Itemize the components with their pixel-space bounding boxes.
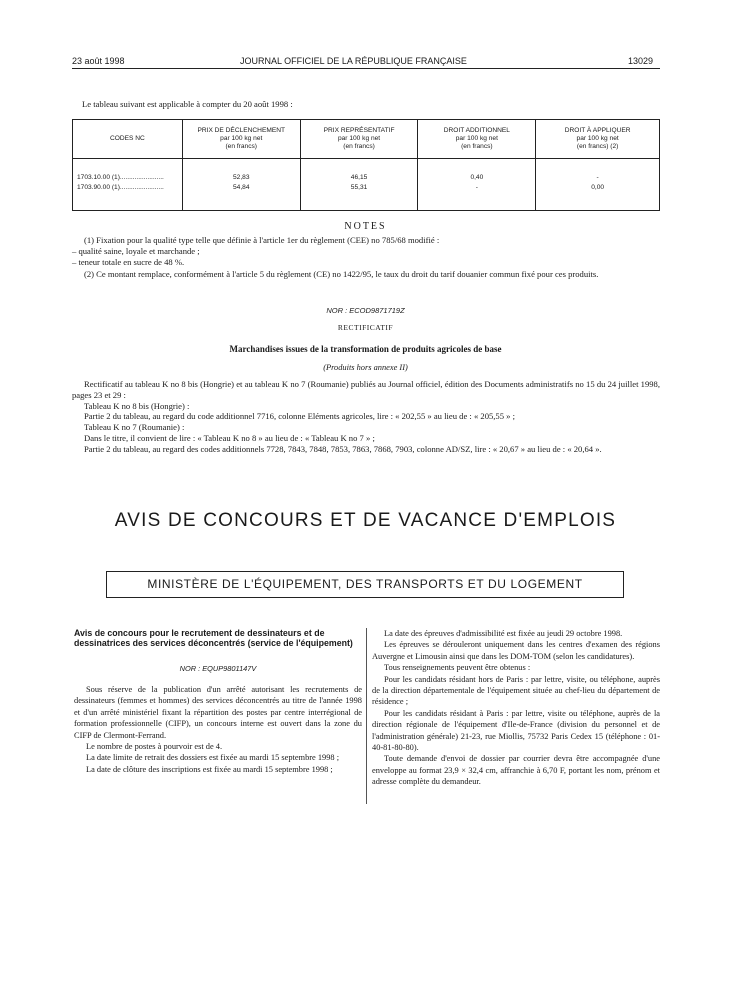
article-paragraph: La date des épreuves d'admissibilité est fixée au jeudi 29 octobre 1998. [384, 629, 623, 638]
col-header-codes: CODES NC [73, 120, 183, 159]
table-cell-value: 46,15 [350, 174, 368, 181]
article-nor: NOR : EQUP9801147V [179, 664, 257, 673]
ministry-box [106, 571, 624, 598]
table-cell-code: 1703.90.00 (1)........................ [77, 184, 164, 191]
note-line: (2) Ce montant remplace, conformément à l'article 5 du règlement (CE) no 1422/95, le taux du droit du tarif douanier commun fixé pour ces produits. [84, 268, 599, 279]
rectificatif-title: Marchandises issues de la transformation de produits agricoles de base [229, 344, 502, 354]
article-paragraph: La date de clôture des inscriptions est fixée au mardi 15 septembre 1998 ; [86, 764, 333, 774]
note-line: (1) Fixation pour la qualité type telle que définie à l'article 1er du règlement (CEE) no 785/68 modifié : [84, 235, 440, 245]
article-paragraph: La date limite de retrait des dossiers est fixée au mardi 15 septembre 1998 ; [86, 753, 340, 763]
article-paragraph: Les épreuves se dérouleront uniquement dans les centres d'examen des régions Auvergne et Limousin ainsi que dans les DOM-TOM (selon les candidatures). [372, 640, 660, 661]
rectificatif-label: RECTIFICATIF [337, 323, 394, 332]
rectificatif-body [72, 379, 660, 455]
header-title: JOURNAL OFFICIEL DE LA RÉPUBLIQUE FRANÇAISE [240, 56, 467, 66]
notes-body [72, 235, 660, 280]
table-row [73, 159, 660, 211]
rectificatif-line: Tableau K no 7 (Roumanie) : [84, 422, 185, 433]
article-paragraph: Le nombre de postes à pourvoir est de 4. [86, 742, 223, 752]
article-paragraph: Tous renseignements peuvent être obtenus : [384, 663, 531, 673]
table-cell-value: 55,31 [350, 184, 368, 191]
rectificatif-nor: NOR : ECOD9871719Z [326, 306, 405, 315]
article-right-column [372, 628, 660, 788]
table-header-row [73, 120, 660, 159]
col-header-additional-duty: DROIT ADDITIONNEL par 100 kg net (en francs) [418, 120, 536, 159]
rectificatif-line: Partie 2 du tableau, au regard du code additionnel 7716, colonne Eléments agricoles, lire : « 202,55 » au lieu de : « 205,55 » ; [84, 411, 516, 422]
article-paragraph: Sous réserve de la publication d'un arrêté autorisant les recrutements de dessinateurs (femmes et hommes) des services déconcentrés au titre de l'année 1998 et d'un arrêté ministériel fixant la répartition des postes par centre interrégional de formation professionnelle (CIFP), un concours interne est ouvert dans la zone du CIFP de Clermont-Ferrand. [74, 685, 362, 740]
table-cell-value: - [475, 184, 478, 191]
notes-title: NOTES [344, 221, 387, 232]
article-paragraph: Toute demande d'envoi de dossier par courrier devra être accompagnée d'une enveloppe au format 23,9 × 32,4 cm, affranchie à 6,70 F, portant les nom, prénom et adresse complète du demandeur. [372, 754, 660, 787]
table-cell-value: 52,83 [232, 174, 250, 181]
table-cell-value: 54,84 [232, 184, 250, 191]
tariff-table [72, 119, 660, 211]
col-header-representative-price: PRIX REPRÉSENTATIF par 100 kg net (en francs) [300, 120, 418, 159]
article-paragraph: Pour les candidats résidant à Paris : par lettre, visite ou téléphone, auprès de la direction régionale de l'équipement d'Ile-de-France (division du personnel et de l'administration générale) 21-23, rue Miollis, 75732 Paris Cedex 15 (téléphone : 01-40-81-80-80). [372, 708, 660, 753]
rectificatif-line: Dans le titre, il convient de lire : « Tableau K no 8 » au lieu de : « Tableau K no 7 » ; [84, 432, 375, 443]
note-line: – teneur totale en sucre de 48 %. [72, 257, 185, 268]
header-page-number: 13029 [628, 56, 654, 66]
article-left-column [74, 684, 362, 775]
ministry-title: MINISTÈRE DE L'ÉQUIPEMENT, DES TRANSPORTS ET DU LOGEMENT [147, 577, 583, 591]
table-cell-value: 0,40 [470, 174, 484, 181]
intro-text: Le tableau suivant est applicable à compter du 20 août 1998 : [82, 99, 293, 109]
col-header-trigger-price: PRIX DE DÉCLENCHEMENT par 100 kg net (en francs) [182, 120, 300, 159]
rectificatif-line: Rectificatif au tableau K no 8 bis (Hongrie) et au tableau K no 7 (Roumanie) publiés au Journal officiel, édition des Documents administratifs no 15 du 24 juillet 1998, pages 23 et 29 : [72, 379, 660, 400]
header-date: 23 août 1998 [72, 56, 125, 66]
col-header-duty-to-apply: DROIT À APPLIQUER par 100 kg net (en francs) (2) [536, 120, 660, 159]
table-cell-code: 1703.10.00 (1)........................ [77, 174, 164, 181]
article-title: Avis de concours pour le recrutement de dessinateurs et de dessinatrices des services déconcentrés (service de l'équipement) [74, 628, 353, 649]
column-divider [366, 628, 367, 804]
table-cell-value: 0,00 [591, 184, 605, 191]
header-rule [72, 68, 660, 69]
table-cell-value: - [596, 174, 599, 181]
rectificatif-line: Partie 2 du tableau, au regard des codes additionnels 7728, 7843, 7848, 7853, 7863, 7868, 7903, colonne AD/SZ, lire : « 20,67 » au lieu de : « 20,64 ». [84, 443, 602, 454]
rectificatif-line: Tableau K no 8 bis (Hongrie) : [84, 400, 190, 411]
rectificatif-subtitle: (Produits hors annexe II) [323, 363, 408, 372]
article-paragraph: Pour les candidats résidant hors de Paris : par lettre, visite, ou téléphone, auprès de la direction départementale de l'équipement située au chef-lieu du département de résidence ; [372, 674, 660, 707]
note-line: – qualité saine, loyale et marchande ; [72, 246, 200, 257]
section-title: AVIS DE CONCOURS ET DE VACANCE D'EMPLOIS [114, 510, 617, 531]
